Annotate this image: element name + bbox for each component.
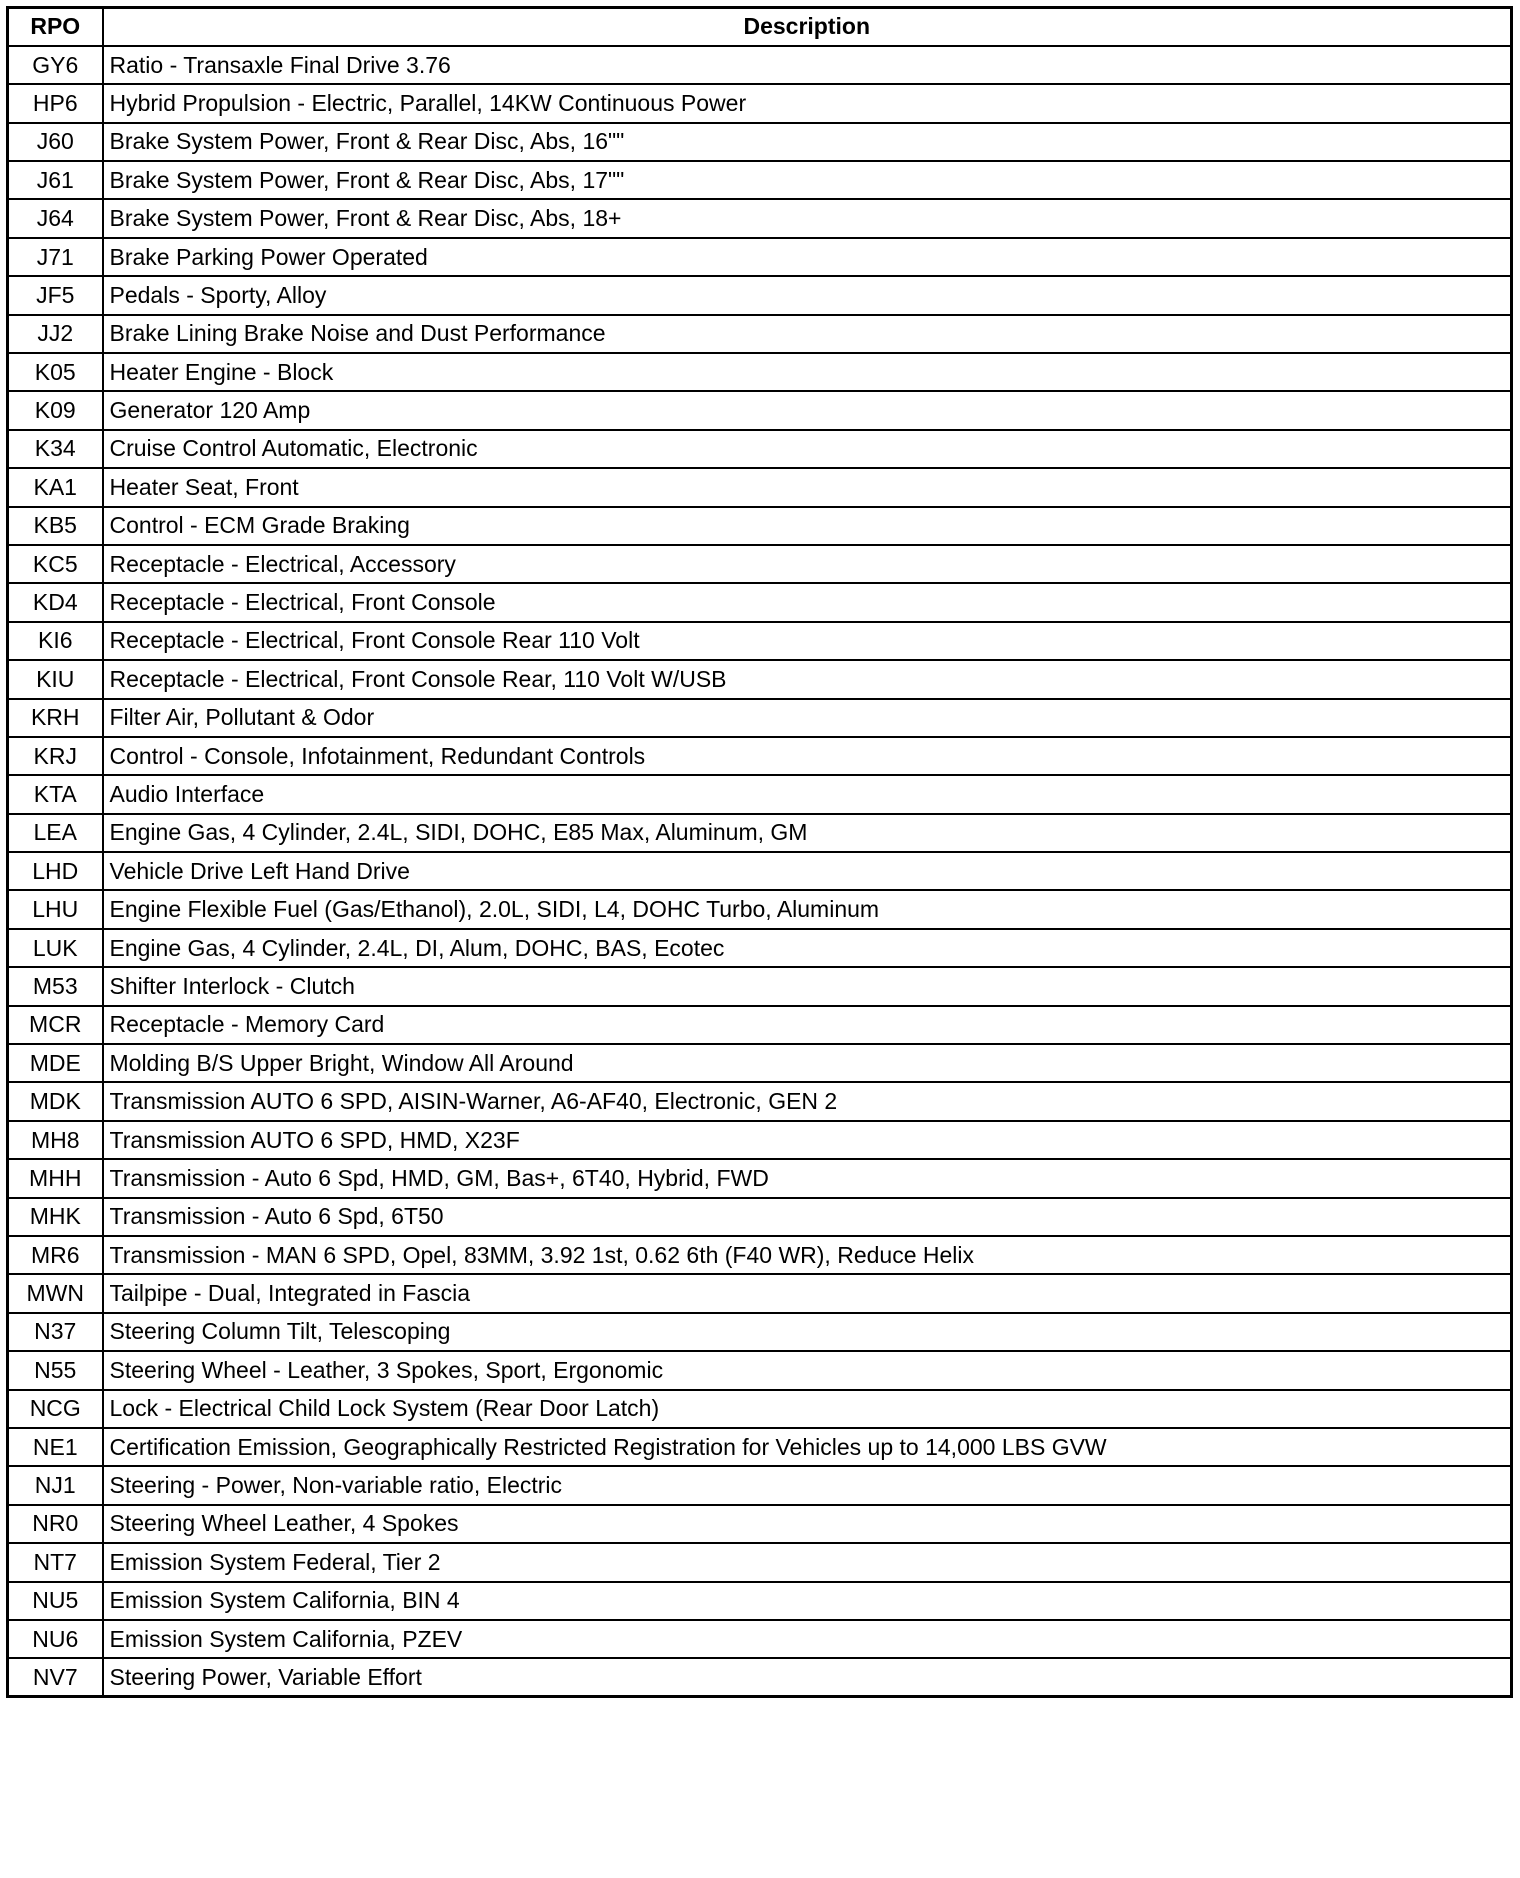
rpo-description: Certification Emission, Geographically Restricted Registration for Vehicles up to 14,000 LBS GVW [103, 1428, 1512, 1466]
rpo-description: Lock - Electrical Child Lock System (Rear Door Latch) [103, 1390, 1512, 1428]
rpo-description: Brake System Power, Front & Rear Disc, Abs, 17"" [103, 161, 1512, 199]
rpo-code: MHK [8, 1198, 103, 1236]
rpo-description: Steering - Power, Non-variable ratio, Electric [103, 1466, 1512, 1504]
rpo-code: KRH [8, 699, 103, 737]
table-row [8, 1274, 1512, 1312]
table-row [8, 1390, 1512, 1428]
rpo-description: Steering Wheel Leather, 4 Spokes [103, 1505, 1512, 1543]
rpo-code: M53 [8, 967, 103, 1005]
rpo-code: MH8 [8, 1121, 103, 1159]
table-row [8, 391, 1512, 429]
table-row [8, 430, 1512, 468]
rpo-description: Steering Column Tilt, Telescoping [103, 1313, 1512, 1351]
rpo-description: Molding B/S Upper Bright, Window All Around [103, 1044, 1512, 1082]
rpo-code: KA1 [8, 468, 103, 506]
rpo-description: Transmission AUTO 6 SPD, HMD, X23F [103, 1121, 1512, 1159]
rpo-code: KIU [8, 660, 103, 698]
rpo-description: Receptacle - Electrical, Front Console [103, 583, 1512, 621]
rpo-code: KD4 [8, 583, 103, 621]
table-row [8, 1121, 1512, 1159]
rpo-code: KB5 [8, 507, 103, 545]
rpo-description: Brake Parking Power Operated [103, 238, 1512, 276]
table-row [8, 1236, 1512, 1274]
table-row [8, 1082, 1512, 1120]
rpo-code: MWN [8, 1274, 103, 1312]
rpo-code: KRJ [8, 737, 103, 775]
rpo-description: Cruise Control Automatic, Electronic [103, 430, 1512, 468]
rpo-code: KC5 [8, 545, 103, 583]
rpo-code: JF5 [8, 276, 103, 314]
rpo-code: MR6 [8, 1236, 103, 1274]
rpo-description: Hybrid Propulsion - Electric, Parallel, 14KW Continuous Power [103, 84, 1512, 122]
table-row [8, 699, 1512, 737]
rpo-description: Engine Gas, 4 Cylinder, 2.4L, SIDI, DOHC, E85 Max, Aluminum, GM [103, 814, 1512, 852]
table-row [8, 852, 1512, 890]
table-row [8, 1006, 1512, 1044]
rpo-code: NU6 [8, 1620, 103, 1658]
rpo-description: Receptacle - Electrical, Front Console Rear, 110 Volt W/USB [103, 660, 1512, 698]
table-row [8, 84, 1512, 122]
rpo-code: MDK [8, 1082, 103, 1120]
rpo-description: Tailpipe - Dual, Integrated in Fascia [103, 1274, 1512, 1312]
table-row [8, 199, 1512, 237]
rpo-description: Emission System Federal, Tier 2 [103, 1543, 1512, 1581]
table-row [8, 814, 1512, 852]
rpo-code: LUK [8, 929, 103, 967]
table-row [8, 1044, 1512, 1082]
rpo-table [6, 6, 1513, 1698]
table-row [8, 622, 1512, 660]
rpo-code: JJ2 [8, 315, 103, 353]
rpo-code: NU5 [8, 1582, 103, 1620]
rpo-code: NV7 [8, 1658, 103, 1696]
rpo-description: Control - Console, Infotainment, Redundant Controls [103, 737, 1512, 775]
rpo-description: Engine Flexible Fuel (Gas/Ethanol), 2.0L, SIDI, L4, DOHC Turbo, Aluminum [103, 890, 1512, 928]
rpo-description: Brake Lining Brake Noise and Dust Performance [103, 315, 1512, 353]
table-row [8, 775, 1512, 813]
rpo-code: K05 [8, 353, 103, 391]
rpo-code: GY6 [8, 46, 103, 84]
table-row [8, 1313, 1512, 1351]
table-row [8, 276, 1512, 314]
table-row [8, 967, 1512, 1005]
rpo-code: N55 [8, 1351, 103, 1389]
table-row [8, 583, 1512, 621]
header-row [8, 8, 1512, 46]
rpo-code: MCR [8, 1006, 103, 1044]
rpo-description: Receptacle - Electrical, Accessory [103, 545, 1512, 583]
rpo-description: Transmission - Auto 6 Spd, HMD, GM, Bas+, 6T40, Hybrid, FWD [103, 1159, 1512, 1197]
rpo-description: Emission System California, BIN 4 [103, 1582, 1512, 1620]
rpo-code: HP6 [8, 84, 103, 122]
rpo-code: NE1 [8, 1428, 103, 1466]
table-row [8, 1466, 1512, 1504]
rpo-description: Audio Interface [103, 775, 1512, 813]
rpo-code: N37 [8, 1313, 103, 1351]
rpo-description: Heater Engine - Block [103, 353, 1512, 391]
rpo-description: Generator 120 Amp [103, 391, 1512, 429]
table-row [8, 161, 1512, 199]
rpo-description: Pedals - Sporty, Alloy [103, 276, 1512, 314]
rpo-description: Receptacle - Memory Card [103, 1006, 1512, 1044]
rpo-code: LEA [8, 814, 103, 852]
rpo-description: Transmission - Auto 6 Spd, 6T50 [103, 1198, 1512, 1236]
rpo-code: NT7 [8, 1543, 103, 1581]
rpo-description: Steering Wheel - Leather, 3 Spokes, Sport, Ergonomic [103, 1351, 1512, 1389]
table-row [8, 660, 1512, 698]
rpo-code: NCG [8, 1390, 103, 1428]
table-row [8, 545, 1512, 583]
table-row [8, 507, 1512, 545]
table-row [8, 1505, 1512, 1543]
rpo-code: MHH [8, 1159, 103, 1197]
header-rpo: RPO [8, 8, 103, 46]
table-row [8, 1543, 1512, 1581]
rpo-description: Shifter Interlock - Clutch [103, 967, 1512, 1005]
rpo-code: J61 [8, 161, 103, 199]
table-row [8, 929, 1512, 967]
table-row [8, 890, 1512, 928]
rpo-code: J64 [8, 199, 103, 237]
rpo-description: Heater Seat, Front [103, 468, 1512, 506]
rpo-description: Engine Gas, 4 Cylinder, 2.4L, DI, Alum, DOHC, BAS, Ecotec [103, 929, 1512, 967]
rpo-code: MDE [8, 1044, 103, 1082]
rpo-description: Steering Power, Variable Effort [103, 1658, 1512, 1696]
rpo-code: J60 [8, 123, 103, 161]
header-description: Description [103, 8, 1512, 46]
rpo-description: Emission System California, PZEV [103, 1620, 1512, 1658]
rpo-code: NR0 [8, 1505, 103, 1543]
table-row [8, 737, 1512, 775]
table-row [8, 468, 1512, 506]
rpo-code: NJ1 [8, 1466, 103, 1504]
table-body [8, 46, 1512, 1697]
rpo-description: Control - ECM Grade Braking [103, 507, 1512, 545]
rpo-code: J71 [8, 238, 103, 276]
table-row [8, 315, 1512, 353]
rpo-description: Receptacle - Electrical, Front Console Rear 110 Volt [103, 622, 1512, 660]
table-row [8, 353, 1512, 391]
table-row [8, 1351, 1512, 1389]
table-row [8, 1159, 1512, 1197]
rpo-code: KI6 [8, 622, 103, 660]
rpo-code: KTA [8, 775, 103, 813]
table-row [8, 1582, 1512, 1620]
rpo-description: Ratio - Transaxle Final Drive 3.76 [103, 46, 1512, 84]
rpo-description: Transmission - MAN 6 SPD, Opel, 83MM, 3.92 1st, 0.62 6th (F40 WR), Reduce Helix [103, 1236, 1512, 1274]
rpo-description: Brake System Power, Front & Rear Disc, Abs, 18+ [103, 199, 1512, 237]
rpo-code: LHD [8, 852, 103, 890]
rpo-description: Vehicle Drive Left Hand Drive [103, 852, 1512, 890]
rpo-code: K09 [8, 391, 103, 429]
table-row [8, 123, 1512, 161]
rpo-description: Transmission AUTO 6 SPD, AISIN-Warner, A6-AF40, Electronic, GEN 2 [103, 1082, 1512, 1120]
table-row [8, 1198, 1512, 1236]
rpo-description: Brake System Power, Front & Rear Disc, Abs, 16"" [103, 123, 1512, 161]
table-row [8, 238, 1512, 276]
rpo-code: K34 [8, 430, 103, 468]
table-row [8, 1658, 1512, 1696]
table-row [8, 1620, 1512, 1658]
table-row [8, 46, 1512, 84]
rpo-code: LHU [8, 890, 103, 928]
rpo-description: Filter Air, Pollutant & Odor [103, 699, 1512, 737]
table-row [8, 1428, 1512, 1466]
